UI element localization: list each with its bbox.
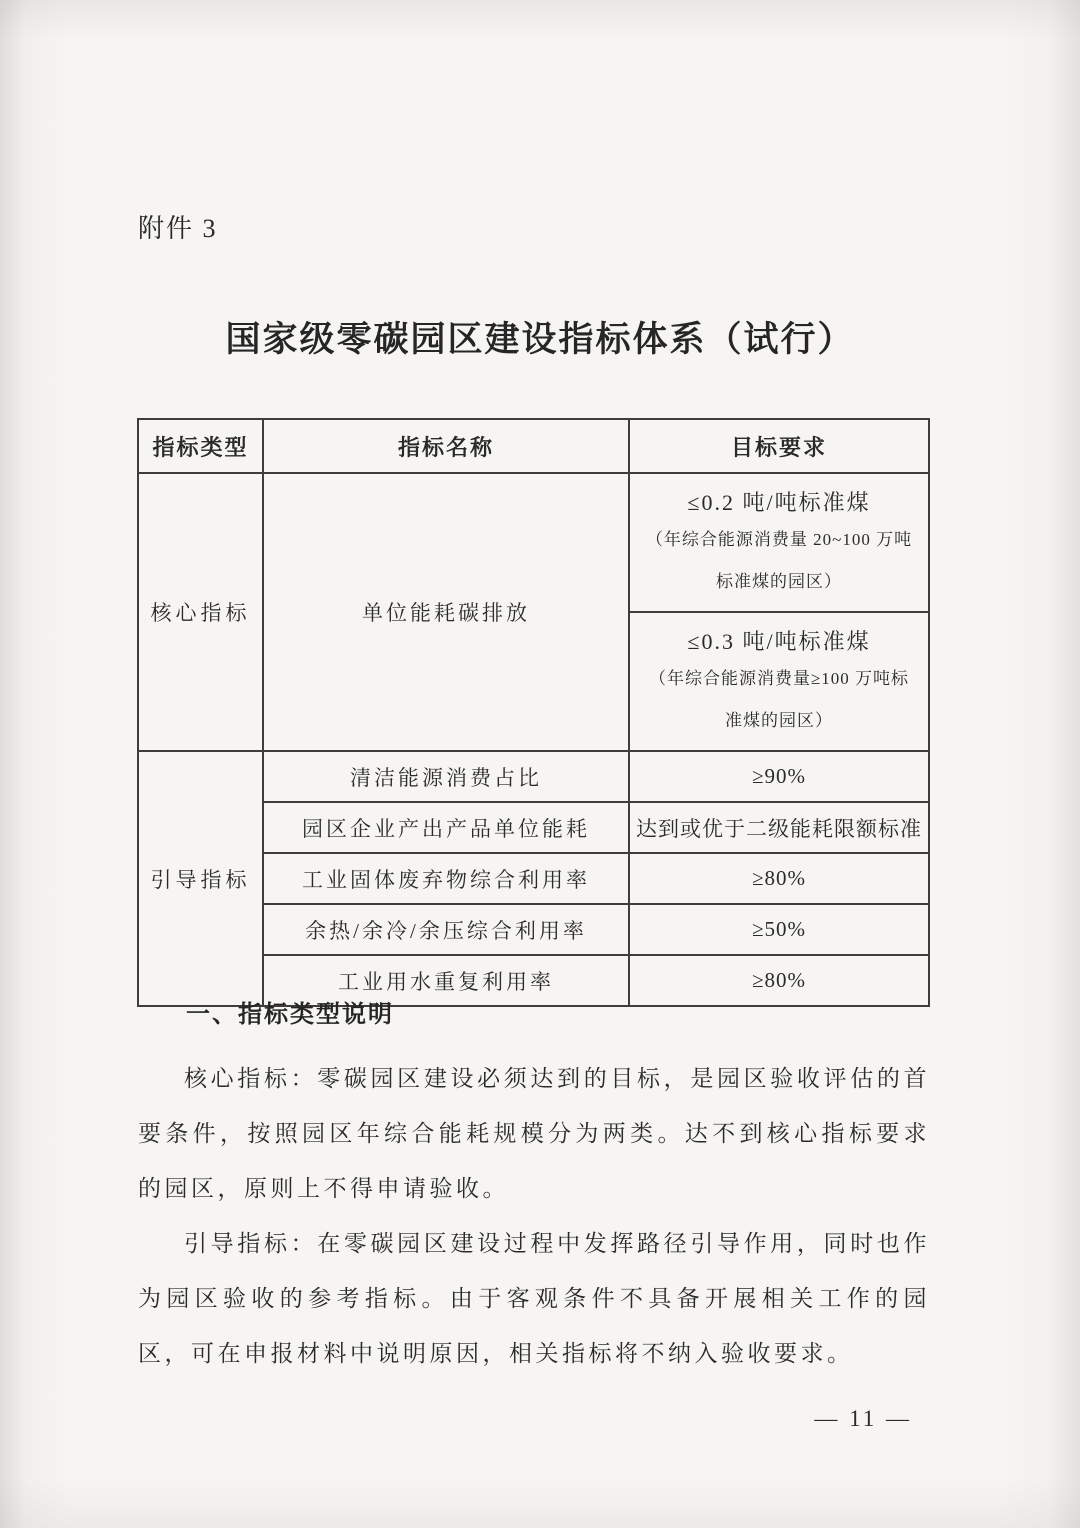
core-indicator-name-cell: 单位能耗碳排放 [263,473,629,751]
section-heading: 一、指标类型说明 [186,1001,394,1028]
core-indicator-paragraph: 核心指标：零碳园区建设必须达到的目标，是园区验收评估的首要条件，按照园区年综合能耗规模分为两类。达不到核心指标要求的园区，原则上不得申请验收。 [138,1066,930,1201]
core-target-cell-2 [629,612,929,751]
header-target-requirement: 目标要求 [629,419,929,473]
page-title: 国家级零碳园区建设指标体系（试行） [225,320,855,359]
table-header-row [138,419,929,473]
guide-indicator-type-cell: 引导指标 [138,751,263,1006]
table-row-core-target-1 [138,473,929,612]
guide-indicator-name-2: 园区企业产出产品单位能耗 [263,802,629,853]
guide-target-1: ≥90% [629,751,929,802]
core-indicator-type-cell: 核心指标 [138,473,263,751]
guide-target-3: ≥80% [629,853,929,904]
guide-indicator-name-1: 清洁能源消费占比 [263,751,629,802]
core-target-note-2: （年综合能源消费量≥100 万吨标准煤的园区） [648,669,910,730]
guide-target-5: ≥80% [629,955,929,1006]
attachment-label: 附件 3 [138,214,218,243]
guide-indicator-name-3: 工业固体废弃物综合利用率 [263,853,629,904]
page-number: — 11 — [814,1406,912,1431]
guide-indicator-name-5: 工业用水重复利用率 [263,955,629,1006]
indicator-table-header [138,419,929,473]
table-row-guide-1 [138,751,929,802]
guide-target-4: ≥50% [629,904,929,955]
core-target-value-2: ≤0.3 吨/吨标准煤 [687,629,871,654]
guide-target-2: 达到或优于二级能耗限额标准 [629,802,929,853]
guide-indicator-paragraph: 引导指标：在零碳园区建设过程中发挥路径引导作用，同时也作为园区验收的参考指标。由于客观条件不具备开展相关工作的园区，可在申报材料中说明原因，相关指标将不纳入验收要求。 [138,1231,930,1366]
header-indicator-name: 指标名称 [263,419,629,473]
core-target-cell-1 [629,473,929,612]
core-target-value-1: ≤0.2 吨/吨标准煤 [687,490,871,515]
header-indicator-type: 指标类型 [138,419,263,473]
core-target-note-1: （年综合能源消费量 20~100 万吨标准煤的园区） [645,530,913,591]
guide-indicator-name-4: 余热/余冷/余压综合利用率 [263,904,629,955]
indicator-table [137,418,930,1007]
indicator-type-explanation-section [138,994,930,1381]
